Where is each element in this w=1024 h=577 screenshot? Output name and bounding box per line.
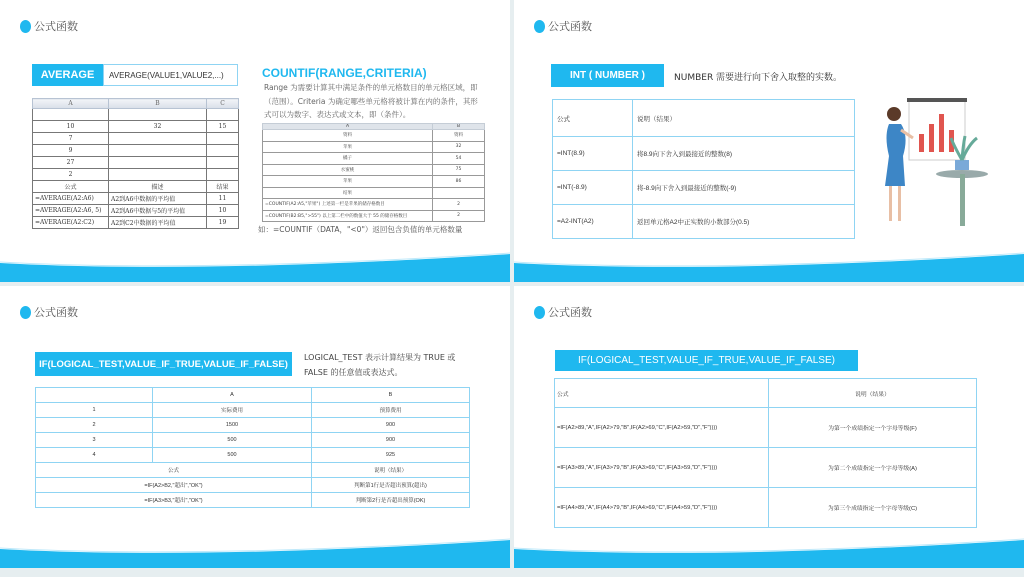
table-row <box>36 433 470 448</box>
grade-table <box>554 378 977 528</box>
countif-title: COUNTIF(RANGE,CRITERIA) <box>262 66 427 80</box>
bullet-dot-icon <box>534 306 545 319</box>
table-cell: A2到A6中数据与5的平均值 <box>109 205 207 217</box>
table-row <box>555 488 977 528</box>
table-cell: 19 <box>207 217 239 229</box>
table-cell: 公式 <box>33 181 109 193</box>
table-cell: 实际费用 <box>153 403 312 418</box>
column-header-row <box>33 99 239 109</box>
table-cell: 900 <box>312 418 470 433</box>
table-cell: =IF(A3>89,"A",IF(A3>79,"B",IF(A3>69,"C",IF(A3>59,"D","F")))) <box>555 448 769 488</box>
section-title: 公式函数 <box>34 20 78 33</box>
table-cell <box>109 157 207 169</box>
countif-table <box>262 123 485 222</box>
table-row <box>263 141 485 153</box>
table-cell: =IF(A4>89,"A",IF(A4>79,"B",IF(A4>69,"C",IF(A4>59,"D","F")))) <box>555 488 769 528</box>
bottom-wave-decoration <box>0 242 510 282</box>
slide-int <box>514 0 1024 282</box>
table-cell: 为第二个成绩指定一个字母等级(A) <box>769 448 977 488</box>
desc-line: （范围）。Criteria 为确定哪些单元格将被计算在内的条件，其形 <box>264 96 478 106</box>
table-row <box>33 157 239 169</box>
table-cell: 说明（结果） <box>769 379 977 408</box>
desc-line: Range 为需要计算其中满足条件的单元格数目的单元格区域，即 <box>264 83 478 92</box>
if-budget-table <box>35 387 470 508</box>
table-row <box>33 169 239 181</box>
bottom-wave-decoration <box>0 528 510 568</box>
bottom-wave-decoration <box>514 242 1024 282</box>
table-cell: 1 <box>36 403 153 418</box>
table-cell: A <box>153 388 312 403</box>
table-cell: 公式 <box>553 100 633 137</box>
table-cell <box>433 187 485 199</box>
average-label: AVERAGE <box>32 64 103 86</box>
table-row <box>553 171 855 205</box>
table-row <box>555 408 977 448</box>
table-row <box>36 448 470 463</box>
table-cell <box>109 145 207 157</box>
table-row <box>33 121 239 133</box>
table-row <box>263 176 485 188</box>
table-cell: =COUNTIF(B2:B5,">55") 以上第二栏中的数值大于 55 的储存格数目 <box>263 210 433 222</box>
table-cell: 资料 <box>433 130 485 142</box>
table-cell <box>109 169 207 181</box>
table-row <box>36 478 470 493</box>
table-cell: 判断第2行是否超出预算(OK) <box>312 493 470 508</box>
slide-if-budget <box>0 286 510 568</box>
table-cell: C <box>207 99 239 109</box>
table-cell: 11 <box>207 193 239 205</box>
table-cell: 4 <box>36 448 153 463</box>
countif-description <box>264 81 478 122</box>
table-row <box>555 448 977 488</box>
table-cell: A2到C2中数据的平均值 <box>109 217 207 229</box>
table-cell: 橘子 <box>263 153 433 165</box>
table-cell: 54 <box>433 153 485 165</box>
section-title: 公式函数 <box>548 20 592 33</box>
if-label: IF(LOGICAL_TEST,VALUE_IF_TRUE,VALUE_IF_FALSE) <box>555 350 858 371</box>
desc-line: 式可以为数字、表达式或文本，即（条件）。 <box>264 110 411 119</box>
table-row <box>36 493 470 508</box>
table-row <box>36 403 470 418</box>
table-cell: 32 <box>433 141 485 153</box>
table-cell: 为第三个成绩指定一个字母等级(C) <box>769 488 977 528</box>
table-cell: 公式 <box>36 463 312 478</box>
table-cell: 925 <box>312 448 470 463</box>
table-cell: =AVERAGE(A2:A6) <box>33 193 109 205</box>
table-cell: 将8.9向下舍入到最接近的整数(8) <box>633 137 855 171</box>
table-cell: A <box>263 124 433 130</box>
table-cell: 2 <box>433 210 485 222</box>
table-row <box>263 210 485 222</box>
table-row <box>33 217 239 229</box>
average-syntax: AVERAGE(VALUE1,VALUE2,...) <box>103 64 238 86</box>
average-table <box>32 98 239 229</box>
table-row <box>553 100 855 137</box>
table-cell: 为第一个成绩指定一个字母等级(F) <box>769 408 977 448</box>
table-cell: 27 <box>33 157 109 169</box>
table-cell: 9 <box>33 145 109 157</box>
table-cell: 返回单元格A2中正实数的小数部分(0.5) <box>633 205 855 239</box>
table-row <box>263 199 485 211</box>
table-cell: =IF(A2>B2,"超出","OK") <box>36 478 312 493</box>
table-cell: B <box>433 124 485 130</box>
table-cell <box>207 157 239 169</box>
table-row <box>555 379 977 408</box>
table-cell: 900 <box>312 433 470 448</box>
int-table <box>552 99 855 239</box>
table-row <box>263 187 485 199</box>
table-cell: 2 <box>433 199 485 211</box>
section-header <box>534 18 592 34</box>
table-row <box>263 130 485 142</box>
countif-example: 如：=COUNTIF（DATA，"<0"）返回包含负值的单元格数量 <box>258 225 463 234</box>
table-cell: 75 <box>433 164 485 176</box>
table-cell: 判断第1行是否超出预算(超出) <box>312 478 470 493</box>
table-cell: 结果 <box>207 181 239 193</box>
table-row <box>33 205 239 217</box>
table-cell: 2 <box>33 169 109 181</box>
table-cell: 2 <box>36 418 153 433</box>
section-header <box>20 18 78 34</box>
table-cell: 86 <box>433 176 485 188</box>
table-cell <box>207 145 239 157</box>
slide-if-grades <box>514 286 1024 568</box>
table-cell: =COUNTIF(A2:A5,"苹果") 上述第一栏是苹果的储存格数目 <box>263 199 433 211</box>
table-row <box>36 388 470 403</box>
slide-average-countif <box>0 0 510 282</box>
table-row <box>33 181 239 193</box>
table-cell: 1500 <box>153 418 312 433</box>
table-cell: =AVERAGE(A2:A6, 5) <box>33 205 109 217</box>
table-cell: A <box>33 99 109 109</box>
table-cell: 说明（结果） <box>312 463 470 478</box>
table-cell <box>207 109 239 121</box>
int-label: INT ( NUMBER ) <box>551 64 664 87</box>
bottom-wave-decoration <box>514 528 1024 568</box>
if-label: IF(LOGICAL_TEST,VALUE_IF_TRUE,VALUE_IF_FALSE) <box>35 352 292 376</box>
section-title: 公式函数 <box>34 306 78 319</box>
table-row <box>263 153 485 165</box>
table-cell: 苹果 <box>263 141 433 153</box>
table-cell <box>36 388 153 403</box>
table-row <box>263 164 485 176</box>
bullet-dot-icon <box>534 20 545 33</box>
table-row <box>36 418 470 433</box>
table-cell: 结果 <box>263 187 433 199</box>
table-cell: =INT(-8.9) <box>553 171 633 205</box>
table-cell: =AVERAGE(A2:C2) <box>33 217 109 229</box>
table-cell <box>109 109 207 121</box>
table-cell: 预算费用 <box>312 403 470 418</box>
desc-line: FALSE 的任意值或表达式。 <box>304 368 403 377</box>
table-cell: =IF(A2>89,"A",IF(A2>79,"B",IF(A2>69,"C",IF(A2>59,"D","F")))) <box>555 408 769 448</box>
table-cell: 公式 <box>555 379 769 408</box>
table-cell: 7 <box>33 133 109 145</box>
table-cell: 15 <box>207 121 239 133</box>
section-header <box>20 304 78 320</box>
table-cell: 将-8.9向下舍入到最接近的整数(-9) <box>633 171 855 205</box>
table-row <box>33 109 239 121</box>
table-row <box>33 133 239 145</box>
table-row <box>33 193 239 205</box>
section-header <box>534 304 592 320</box>
desc-line: LOGICAL_TEST 表示计算结果为 TRUE 或 <box>304 353 456 362</box>
section-title: 公式函数 <box>548 306 592 319</box>
if-description <box>304 350 455 380</box>
table-cell: 说明（结果） <box>633 100 855 137</box>
table-cell: 500 <box>153 448 312 463</box>
table-row <box>553 137 855 171</box>
table-row <box>33 145 239 157</box>
table-cell: =INT(8.9) <box>553 137 633 171</box>
table-cell <box>207 169 239 181</box>
table-cell: B <box>109 99 207 109</box>
table-row <box>36 463 470 478</box>
table-cell: 10 <box>33 121 109 133</box>
table-row <box>553 205 855 239</box>
table-cell: 10 <box>207 205 239 217</box>
table-cell: =IF(A3>B3,"超出","OK") <box>36 493 312 508</box>
table-cell: B <box>312 388 470 403</box>
presenter-illustration <box>879 96 989 231</box>
table-cell <box>109 133 207 145</box>
bullet-dot-icon <box>20 20 31 33</box>
bullet-dot-icon <box>20 306 31 319</box>
table-cell: 水蜜桃 <box>263 164 433 176</box>
table-cell: 资料 <box>263 130 433 142</box>
table-cell: =A2-INT(A2) <box>553 205 633 239</box>
table-cell: 32 <box>109 121 207 133</box>
int-description: NUMBER 需要进行向下舍入取整的实数。 <box>674 73 843 83</box>
table-cell <box>207 133 239 145</box>
table-cell: A2到A6中数据的平均值 <box>109 193 207 205</box>
table-cell: 苹果 <box>263 176 433 188</box>
table-cell: 500 <box>153 433 312 448</box>
table-cell: 描述 <box>109 181 207 193</box>
table-cell <box>33 109 109 121</box>
table-cell: 3 <box>36 433 153 448</box>
